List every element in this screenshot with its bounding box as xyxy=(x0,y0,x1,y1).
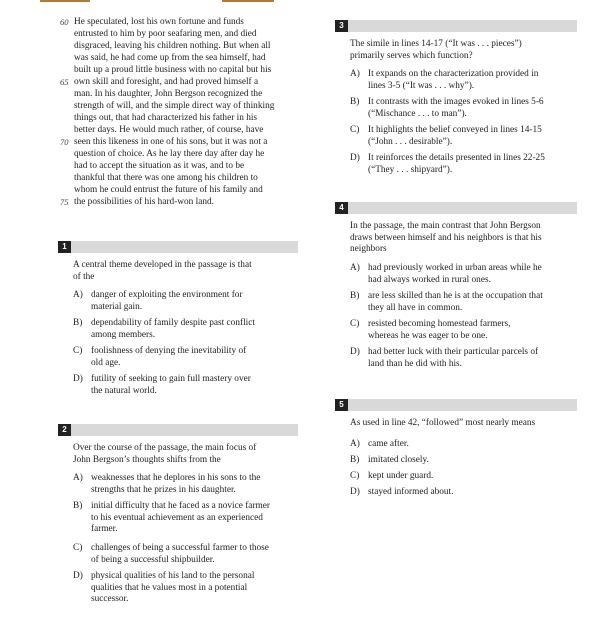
question-header-bar xyxy=(58,241,298,253)
choice-letter: B) xyxy=(73,318,83,328)
choice-text xyxy=(91,290,243,313)
passage-line xyxy=(74,185,263,196)
choice-text xyxy=(368,319,511,342)
question-number: 3 xyxy=(335,20,348,32)
choice-text-line: successor. xyxy=(91,594,129,604)
answer-choice-b[interactable] xyxy=(350,97,572,120)
question-stem-line: of the xyxy=(73,271,95,282)
passage-line xyxy=(74,41,270,52)
passage-line-text: the possibilities of his hard-won land. xyxy=(74,197,214,207)
choice-letter: B) xyxy=(350,291,360,301)
choice-letter: C) xyxy=(73,346,83,356)
choice-letter: A) xyxy=(73,473,83,483)
choice-text xyxy=(368,125,542,148)
choice-text-line: It contrasts with the images evoked in lines 5-6 xyxy=(368,97,544,107)
choice-text xyxy=(91,473,260,496)
choice-text-line: challenges of being a successful farmer to those xyxy=(91,543,269,553)
passage-line xyxy=(74,113,257,124)
question-2 xyxy=(58,424,298,614)
passage-line xyxy=(74,53,266,64)
question-header-bar xyxy=(335,399,577,411)
answer-choice-d[interactable] xyxy=(73,571,293,606)
choice-letter: D) xyxy=(350,347,360,357)
question-stem xyxy=(350,221,542,256)
passage-line xyxy=(74,149,264,160)
choice-text-line: material gain. xyxy=(91,301,143,312)
choice-text-line: old age. xyxy=(91,357,121,368)
question-header-bar xyxy=(58,424,298,436)
answer-choice-a[interactable] xyxy=(73,290,293,313)
question-header-bar xyxy=(335,20,577,32)
choice-text-line: land than he did with his. xyxy=(368,358,462,369)
choice-text-line: had better luck with their particular parcels of xyxy=(368,347,539,357)
choice-text-line: imitated closely. xyxy=(368,455,429,465)
answer-choice-a[interactable] xyxy=(350,439,572,451)
passage-line-text: He speculated, lost his own fortune and funds xyxy=(74,17,244,27)
passage-line-text: man. In his daughter, John Bergson recognized the xyxy=(74,89,263,99)
choice-text-line: physical qualities of his land to the personal xyxy=(91,571,255,581)
choice-text-line: kept under guard. xyxy=(368,471,434,481)
passage-line xyxy=(74,161,244,172)
choice-text-line: danger of exploiting the environment for xyxy=(91,290,243,300)
choice-text-line: strengths that he prizes in his daughter. xyxy=(91,484,236,495)
choice-text-line: (“John . . . desirable”). xyxy=(368,136,453,147)
choice-text-line: are less skilled than he is at the occupation that xyxy=(368,291,543,301)
choice-letter: B) xyxy=(350,97,360,107)
question-stem-line: draws between himself and his neighbors is that his xyxy=(350,232,542,243)
answer-choice-d[interactable] xyxy=(73,374,293,397)
question-stem xyxy=(73,260,252,283)
choice-letter: A) xyxy=(350,439,360,449)
choice-text xyxy=(368,487,453,499)
question-stem-line: Over the course of the passage, the main focus of xyxy=(73,443,257,453)
question-stem xyxy=(350,418,535,430)
passage-line-text: seen this likeness in one of his sons, but it was not a xyxy=(74,137,268,147)
choice-letter: B) xyxy=(73,501,83,511)
passage-line xyxy=(60,137,268,148)
answer-choice-d[interactable] xyxy=(350,347,572,370)
question-number: 2 xyxy=(58,424,71,436)
question-stem-line: The simile in lines 14-17 (“It was . . . pieces”) xyxy=(350,39,522,49)
choice-text-line: dependability of family despite past conflict xyxy=(91,318,255,328)
passage-line-text: built up a proud little business with no capital but his xyxy=(74,65,272,75)
choice-text xyxy=(91,346,246,369)
choice-text-line: of being a successful shipbuilder. xyxy=(91,554,215,565)
question-number: 1 xyxy=(58,241,71,253)
passage-line-text: disgraced, leaving his children nothing. But when all xyxy=(74,41,271,51)
passage-line xyxy=(74,29,257,40)
choice-text-line: futility of seeking to gain full mastery over xyxy=(91,374,251,384)
answer-choice-d[interactable] xyxy=(350,153,572,176)
passage-line xyxy=(60,197,214,208)
question-number: 5 xyxy=(335,399,348,411)
choice-letter: D) xyxy=(350,487,360,497)
choice-letter: A) xyxy=(350,263,360,273)
question-3 xyxy=(335,20,577,190)
question-stem-line: A central theme developed in the passage is that xyxy=(73,260,252,270)
choice-text xyxy=(91,374,251,397)
choice-text xyxy=(91,543,269,566)
choice-text-line: It reinforces the details presented in lines 22-25 xyxy=(368,153,545,163)
question-header-bar xyxy=(335,202,577,214)
top-rule-mid xyxy=(222,0,274,2)
choice-letter: A) xyxy=(73,290,83,300)
passage-line-text: question of choice. As he lay there day after day he xyxy=(74,149,265,159)
passage xyxy=(60,17,304,217)
passage-line-text: thankful that there was one among his children to xyxy=(74,173,258,183)
choice-letter: D) xyxy=(73,374,83,384)
answer-choice-c[interactable] xyxy=(73,346,293,369)
choice-text xyxy=(91,571,254,606)
passage-line-text: strength of will, and the simple direct way of thinking xyxy=(74,101,275,111)
question-stem-line: As used in line 42, “followed” most nearly means xyxy=(350,418,536,428)
choice-letter: A) xyxy=(350,69,360,79)
passage-line xyxy=(74,125,263,136)
passage-line-text: whom he could entrust the future of his family and xyxy=(74,185,263,195)
passage-line-text: had to accept the situation as it was, and to be xyxy=(74,161,245,171)
line-number: 60 xyxy=(60,17,69,27)
answer-choice-b[interactable] xyxy=(73,501,293,536)
choice-text-line: qualities that he values most in a potential xyxy=(91,582,248,593)
answer-choice-a[interactable] xyxy=(350,69,572,92)
choice-text-line: lines 3-5 (“It was . . . why”). xyxy=(368,80,475,91)
choice-text xyxy=(368,439,409,451)
passage-line xyxy=(60,77,259,88)
choice-text-line: to his eventual achievement as an experienced xyxy=(91,512,263,523)
choice-letter: C) xyxy=(350,471,360,481)
answer-choice-b[interactable] xyxy=(350,455,572,467)
answer-choice-c[interactable] xyxy=(350,471,572,483)
passage-line-text: things out, that had characterized his father in his xyxy=(74,113,258,123)
passage-line-text: better days. He would much rather, of course, have xyxy=(74,125,264,135)
question-number: 4 xyxy=(335,202,348,214)
choice-text-line: (“They . . . shipyard”). xyxy=(368,164,453,175)
question-4 xyxy=(335,202,577,382)
answer-choice-c[interactable] xyxy=(350,125,572,148)
choice-letter: C) xyxy=(350,319,360,329)
question-stem-line: John Bergson’s thoughts shifts from the xyxy=(73,454,221,465)
answer-choice-d[interactable] xyxy=(350,487,572,499)
passage-line-text: was said, he had come up from the sea himself, had xyxy=(74,53,266,63)
answer-choice-a[interactable] xyxy=(73,473,293,496)
choice-text xyxy=(368,263,542,286)
choice-text xyxy=(368,471,433,483)
passage-line xyxy=(74,65,271,76)
choice-text-line: It expands on the characterization provided in xyxy=(368,69,539,79)
choice-text-line: It highlights the belief conveyed in lines 14-15 xyxy=(368,125,542,135)
choice-letter: C) xyxy=(73,543,83,553)
choice-text-line: weaknesses that he deplores in his sons to the xyxy=(91,473,261,483)
question-stem-line: primarily serves which function? xyxy=(350,50,473,61)
answer-choice-c[interactable] xyxy=(350,319,572,342)
choice-text-line: initial difficulty that he faced as a novice farmer xyxy=(91,501,270,511)
choice-text-line: among members. xyxy=(91,329,156,340)
question-stem-line: In the passage, the main contrast that John Bergson xyxy=(350,221,541,231)
answer-choice-a[interactable] xyxy=(350,263,572,286)
choice-text-line: (“Mischance . . . to man”). xyxy=(368,108,467,119)
passage-line-text: own skill and foresight, and had proved himself a xyxy=(74,77,259,87)
passage-line xyxy=(74,101,274,112)
passage-line xyxy=(74,89,262,100)
answer-choice-c[interactable] xyxy=(73,543,293,566)
choice-text-line: resisted becoming homestead farmers, xyxy=(368,319,511,329)
line-number: 65 xyxy=(60,77,69,87)
choice-text xyxy=(91,501,270,536)
choice-text xyxy=(368,97,544,120)
top-rule-left xyxy=(40,0,90,2)
choice-text xyxy=(368,291,543,314)
question-stem-line: neighbors xyxy=(350,244,387,254)
choice-text-line: whereas he was eager to be one. xyxy=(368,330,488,341)
choice-text-line: farmer. xyxy=(91,524,118,534)
choice-text-line: had always worked in rural ones. xyxy=(368,274,491,285)
passage-line-text: entrusted to him by poor seafaring men, and died xyxy=(74,29,257,39)
passage-line xyxy=(60,17,244,28)
choice-letter: D) xyxy=(350,153,360,163)
question-stem xyxy=(73,443,256,466)
choice-text-line: the natural world. xyxy=(91,385,157,396)
choice-letter: B) xyxy=(350,455,360,465)
line-number: 70 xyxy=(60,137,69,147)
choice-text xyxy=(91,318,255,341)
choice-text-line: came after. xyxy=(368,439,409,449)
choice-text xyxy=(368,69,538,92)
passage-line xyxy=(74,173,258,184)
choice-text xyxy=(368,347,538,370)
choice-text xyxy=(368,455,429,467)
question-stem xyxy=(350,39,522,62)
choice-letter: C) xyxy=(350,125,360,135)
choice-text-line: had previously worked in urban areas while he xyxy=(368,263,542,273)
choice-letter: D) xyxy=(73,571,83,581)
choice-text-line: stayed informed about. xyxy=(368,487,454,497)
question-5 xyxy=(335,399,577,509)
line-number: 75 xyxy=(60,197,69,207)
choice-text xyxy=(368,153,545,176)
question-1 xyxy=(58,241,298,411)
answer-choice-b[interactable] xyxy=(350,291,572,314)
answer-choice-b[interactable] xyxy=(73,318,293,341)
choice-text-line: they all have in common. xyxy=(368,302,463,313)
choice-text-line: foolishness of denying the inevitability of xyxy=(91,346,247,356)
